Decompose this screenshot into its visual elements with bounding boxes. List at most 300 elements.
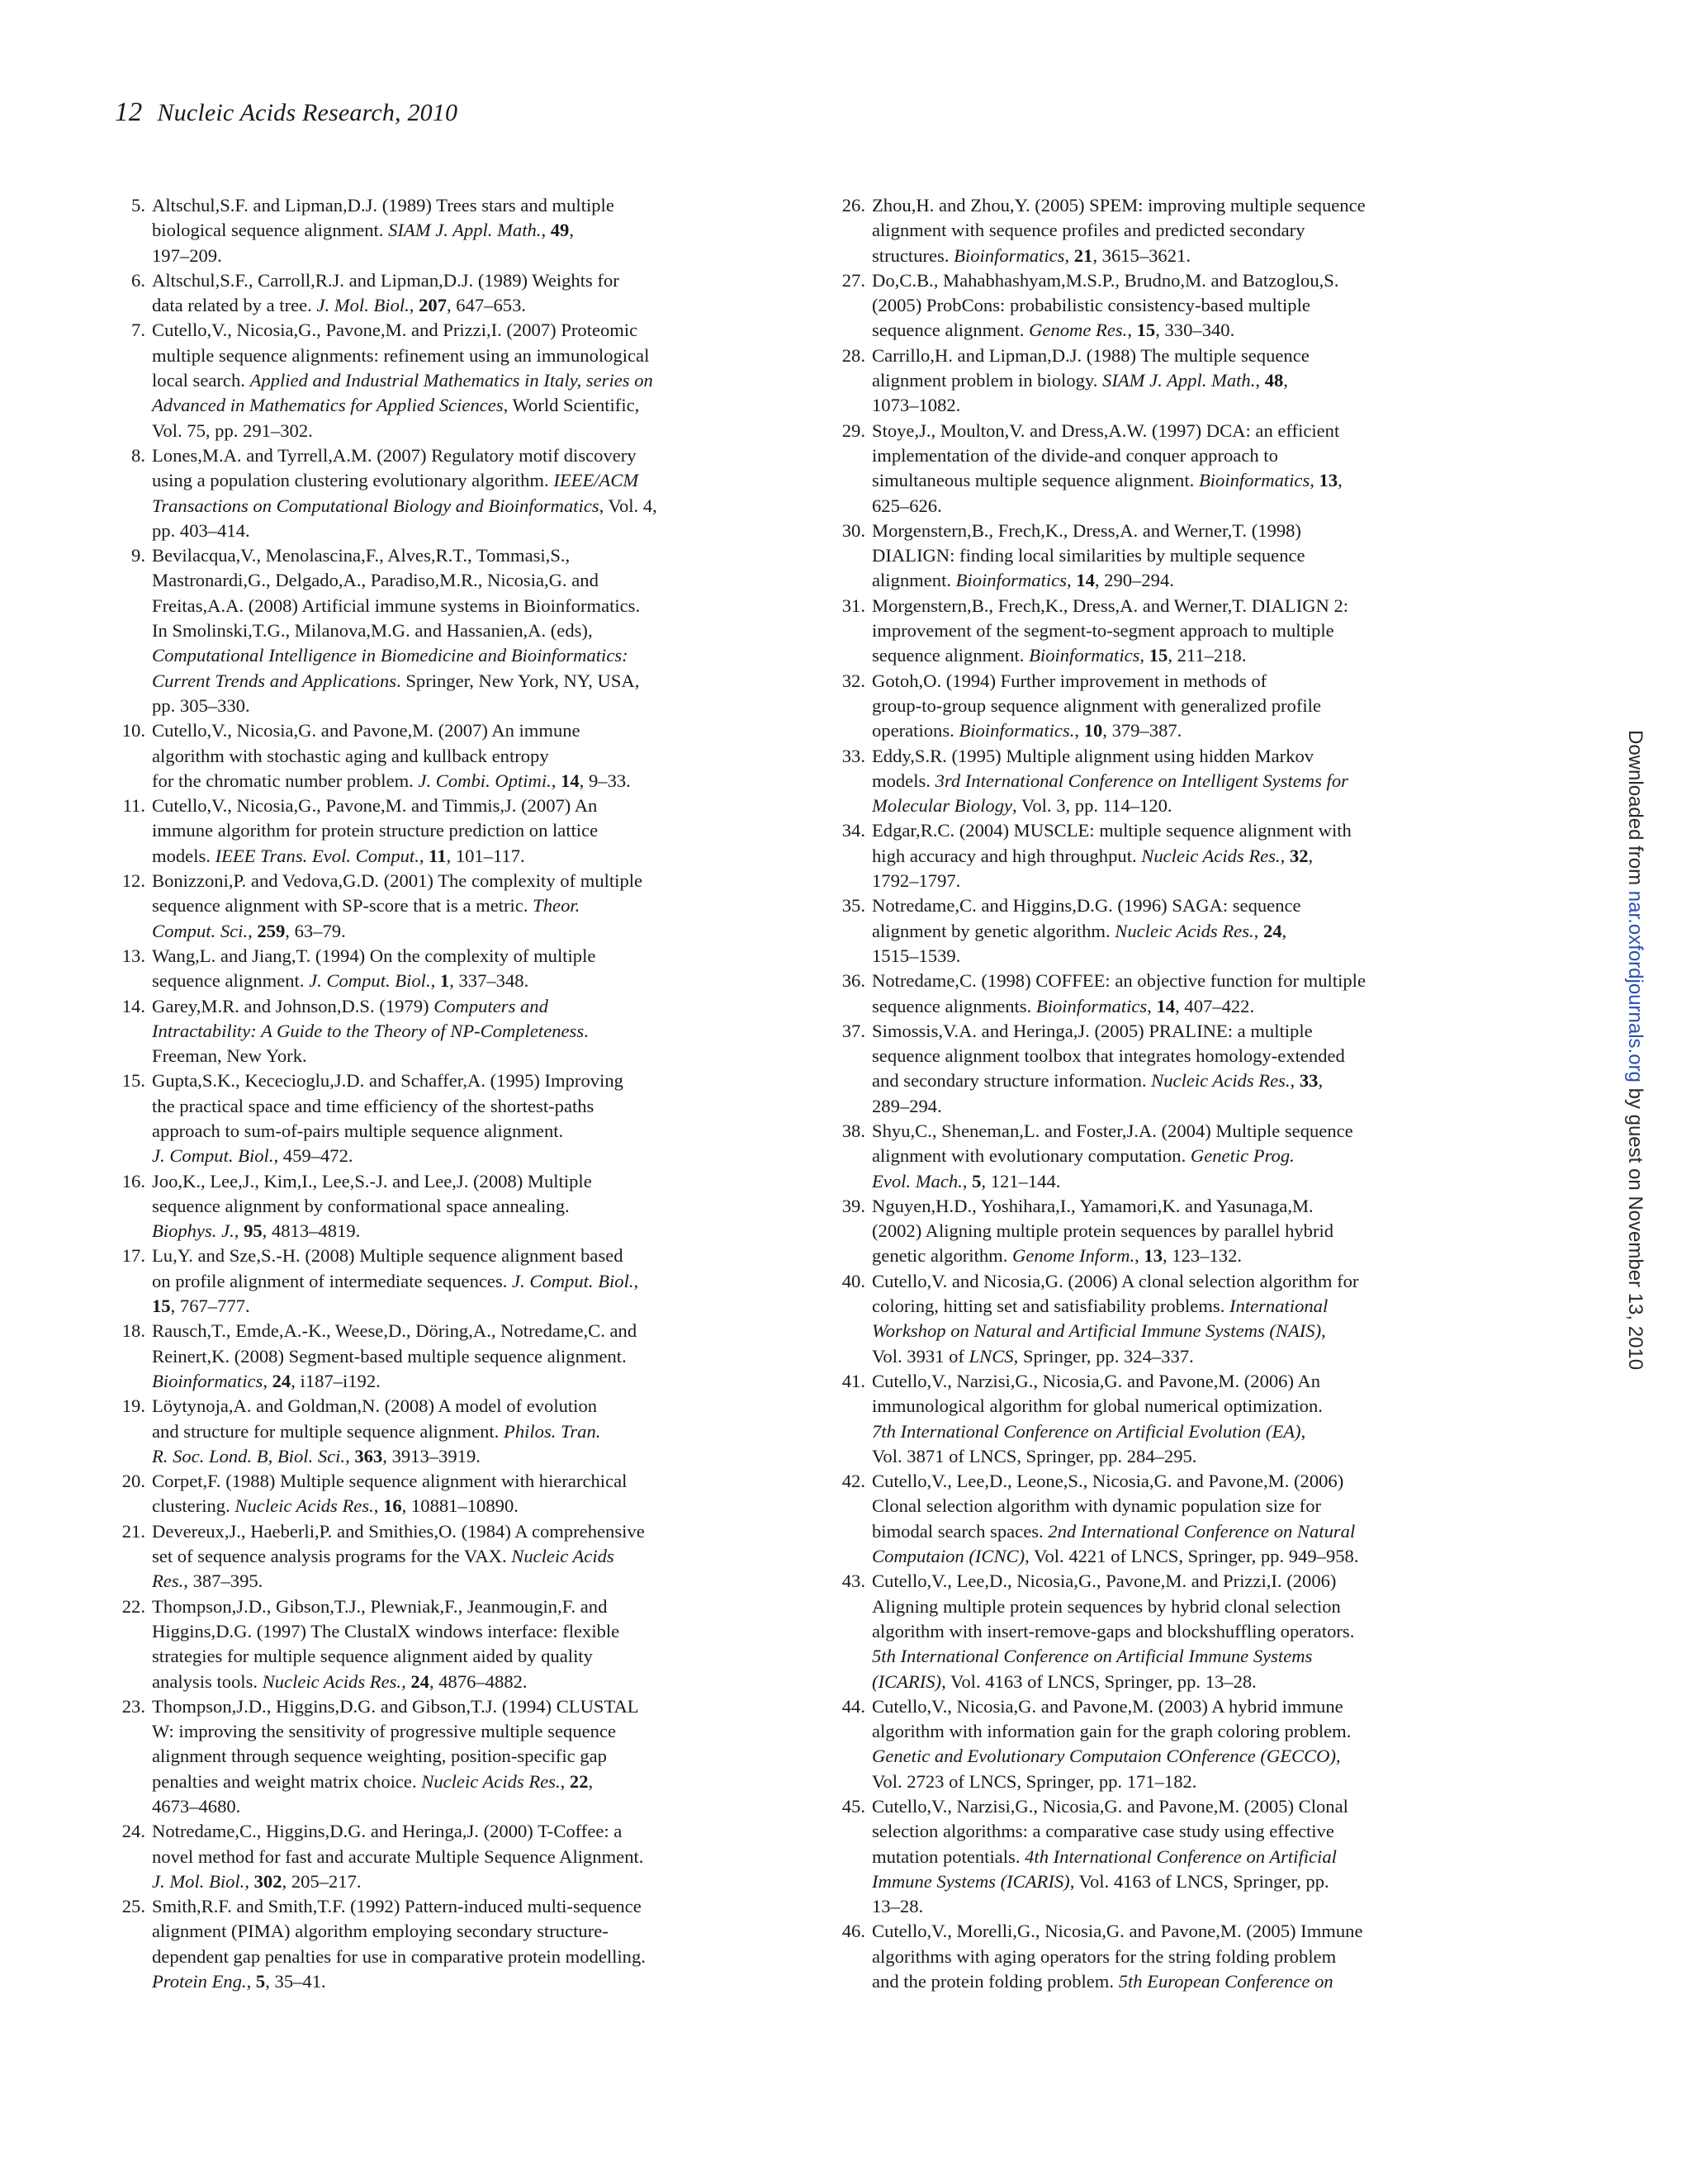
reference-text: novel method for fast and accurate Multiple Sequence Alignment. <box>152 1845 644 1867</box>
reference-text: Devereux,J., Haeberli,P. and Smithies,O. (1984) A comprehensive <box>152 1520 645 1542</box>
volume-number: 15 <box>1149 645 1168 666</box>
running-header <box>115 97 457 128</box>
reference-text: Edgar,R.C. (2004) MUSCLE: multiple sequence alignment with <box>872 820 1352 841</box>
reference-text: , 211–218. <box>1168 645 1247 666</box>
reference-line <box>872 769 1516 794</box>
reference-line <box>152 1344 796 1369</box>
reference-text: Garey,M.R. and Johnson,D.S. (1979) <box>152 995 434 1016</box>
reference-item <box>119 1319 796 1394</box>
reference-text: the practical space and time efficiency of the shortest-paths <box>152 1095 594 1116</box>
reference-text: sequence alignment toolbox that integrates homology-extended <box>872 1045 1345 1067</box>
reference-line <box>152 1670 796 1694</box>
reference-text: Morgenstern,B., Frech,K., Dress,A. and Werner,T. (1998) <box>872 519 1301 541</box>
reference-item <box>119 994 796 1069</box>
reference-text: , <box>263 1370 272 1391</box>
reference-text: multiple sequence alignments: refinement using an immunological <box>152 344 650 366</box>
reference-text: , World Scientific, <box>503 395 640 416</box>
reference-line <box>872 643 1516 668</box>
reference-text: on profile alignment of intermediate sequences. <box>152 1270 513 1291</box>
reference-text: 1515–1539. <box>872 945 961 966</box>
reference-number: 16. <box>121 1170 145 1191</box>
reference-item <box>839 268 1516 343</box>
reference-item <box>839 744 1516 819</box>
reference-text: Cutello,V., Nicosia,G., Pavone,M. and Prizzi,I. (2007) Proteomic <box>152 320 638 341</box>
italic-text: Nucleic Acids Res. <box>421 1770 561 1792</box>
reference-line <box>872 343 1516 368</box>
reference-text: pp. 403–414. <box>152 519 250 541</box>
italic-text: Nucleic Acids Res. <box>1115 920 1254 941</box>
reference-item <box>119 718 796 794</box>
reference-text: , <box>401 1670 411 1692</box>
reference-line <box>152 1869 796 1894</box>
reference-line <box>152 343 796 368</box>
reference-text: and structure for multiple sequence alignment. <box>152 1420 504 1442</box>
reference-number: 6. <box>131 269 145 291</box>
reference-line <box>872 1469 1516 1494</box>
reference-text: , <box>1127 320 1137 341</box>
reference-item <box>119 1519 796 1594</box>
reference-number: 7. <box>131 320 145 341</box>
reference-text: sequence alignment. <box>152 970 310 992</box>
reference-text: operations. <box>872 720 959 741</box>
italic-text: SIAM J. Appl. Math. <box>388 220 542 241</box>
volume-number: 10 <box>1083 720 1103 741</box>
reference-line <box>152 1894 796 1919</box>
reference-number: 45. <box>841 1796 865 1817</box>
reference-text: alignment. <box>872 570 956 591</box>
reference-text: Bonizzoni,P. and Vedova,G.D. (2001) The complexity of multiple <box>152 870 643 892</box>
volume-number: 32 <box>1289 845 1309 866</box>
reference-line <box>872 669 1516 694</box>
reference-text: , <box>1338 470 1343 491</box>
italic-text: Res. <box>152 1570 184 1592</box>
reference-line <box>872 1068 1516 1093</box>
reference-line <box>152 244 796 268</box>
reference-text: (2002) Aligning multiple protein sequences by parallel hybrid <box>872 1220 1334 1242</box>
italic-text: (ICARIS) <box>872 1670 942 1692</box>
italic-text: Bioinformatics. <box>959 720 1075 741</box>
italic-text: 2nd International Conference on Natural <box>1048 1520 1356 1542</box>
reference-text: In Smolinski,T.G., Milanova,M.G. and Hassanien,A. (eds), <box>152 620 593 642</box>
reference-text: Vol. 2723 of LNCS, Springer, pp. 171–182. <box>872 1770 1197 1792</box>
reference-line <box>872 1694 1516 1719</box>
italic-text: J. Combi. Optimi. <box>418 770 552 791</box>
reference-text: Joo,K., Lee,J., Kim,I., Lee,S.-J. and Lee,J. (2008) Multiple <box>152 1170 592 1191</box>
reference-text: selection algorithms: a comparative case study using effective <box>872 1821 1334 1842</box>
reference-text: models. <box>872 770 935 791</box>
reference-text: Carrillo,H. and Lipman,D.J. (1988) The multiple sequence <box>872 344 1310 366</box>
reference-number: 18. <box>121 1320 145 1342</box>
reference-line <box>872 1244 1516 1268</box>
reference-number: 46. <box>841 1921 865 1942</box>
reference-number: 41. <box>841 1370 865 1391</box>
reference-text: , Vol. 4163 of LNCS, Springer, pp. <box>1069 1870 1329 1892</box>
italic-text: IEEE/ACM <box>553 470 639 491</box>
page-number: 12 <box>115 97 143 127</box>
reference-text: alignment by genetic algorithm. <box>872 920 1115 941</box>
italic-text: R. Soc. Lond. B, Biol. Sci. <box>152 1445 346 1466</box>
reference-line <box>872 193 1516 218</box>
reference-line <box>872 618 1516 643</box>
reference-text: , <box>345 1445 355 1466</box>
reference-text: , 123–132. <box>1163 1245 1243 1267</box>
reference-line <box>152 1519 796 1544</box>
italic-text: Nucleic Acids Res. <box>1151 1070 1291 1092</box>
reference-text: , <box>234 1220 244 1242</box>
reference-text: , <box>1281 920 1287 941</box>
reference-text: Lu,Y. and Sze,S.-H. (2008) Multiple sequence alignment based <box>152 1245 623 1267</box>
reference-line <box>152 1068 796 1093</box>
reference-line <box>872 1144 1516 1168</box>
reference-line <box>872 694 1516 718</box>
reference-line <box>152 1269 796 1294</box>
reference-line <box>152 1719 796 1744</box>
reference-line <box>152 1144 796 1168</box>
reference-text: , <box>409 295 419 316</box>
references-left-column <box>119 193 796 1994</box>
reference-number: 28. <box>841 344 865 366</box>
reference-text: Wang,L. and Jiang,T. (1994) On the complexity of multiple <box>152 945 596 966</box>
italic-text: Computational Intelligence in Biomedicine and Bioinformatics: <box>152 645 628 666</box>
reference-number: 11. <box>122 795 145 817</box>
italic-text: Workshop on Natural and Artificial Immune Systems (NAIS) <box>872 1320 1322 1342</box>
reference-text: data related by a tree. <box>152 295 317 316</box>
reference-line <box>872 494 1516 519</box>
reference-item <box>839 419 1516 519</box>
reference-item <box>839 1919 1516 1994</box>
reference-line <box>152 594 796 618</box>
reference-line <box>872 1344 1516 1369</box>
reference-text: Corpet,F. (1988) Multiple sequence alignment with hierarchical <box>152 1471 628 1492</box>
reference-line <box>872 944 1516 969</box>
journal-site-link[interactable]: nar.oxfordjournals.org <box>1624 890 1646 1083</box>
reference-line <box>872 519 1516 543</box>
reference-number: 17. <box>121 1245 145 1267</box>
reference-text: set of sequence analysis programs for the VAX. <box>152 1546 512 1567</box>
reference-text: , <box>551 770 561 791</box>
reference-text: Cutello,V., Lee,D., Nicosia,G., Pavone,M. and Prizzi,I. (2006) <box>872 1570 1337 1592</box>
reference-line <box>152 1544 796 1569</box>
reference-item <box>119 944 796 994</box>
reference-item <box>839 1369 1516 1469</box>
reference-number: 33. <box>841 745 865 766</box>
reference-line <box>872 1969 1516 1994</box>
reference-text: Mastronardi,G., Delgado,A., Paradiso,M.R., Nicosia,G. and <box>152 570 599 591</box>
reference-text: , <box>1308 845 1314 866</box>
reference-text: Smith,R.F. and Smith,T.F. (1992) Pattern-induced multi-sequence <box>152 1896 642 1917</box>
reference-line <box>872 1094 1516 1119</box>
italic-text: 5th International Conference on Artificial Immune Systems <box>872 1646 1313 1667</box>
reference-line <box>152 1444 796 1469</box>
italic-text: Nucleic Acids Res. <box>234 1495 374 1517</box>
reference-item <box>839 1019 1516 1119</box>
reference-text: sequence alignment. <box>872 645 1030 666</box>
reference-text: Lones,M.A. and Tyrrell,A.M. (2007) Regulatory motif discovery <box>152 444 637 466</box>
italic-text: Evol. Mach. <box>872 1170 963 1191</box>
reference-text: 197–209. <box>152 244 222 266</box>
reference-text: , Vol. 4221 of LNCS, Springer, pp. 949–958. <box>1025 1546 1359 1567</box>
reference-item <box>839 1694 1516 1794</box>
italic-text: 7th International Conference on Artificial Evolution (EA) <box>872 1420 1301 1442</box>
italic-text: Advanced in Mathematics for Applied Sciences <box>152 395 504 416</box>
reference-text: penalties and weight matrix choice. <box>152 1770 422 1792</box>
reference-item <box>839 893 1516 969</box>
reference-line <box>872 568 1516 593</box>
reference-text: , 290–294. <box>1094 570 1174 591</box>
italic-text: Molecular Biology <box>872 795 1013 817</box>
reference-text: sequence alignment by conformational space annealing. <box>152 1195 570 1216</box>
reference-text: , <box>246 1971 256 1992</box>
reference-line <box>872 869 1516 893</box>
italic-text: Protein Eng. <box>152 1971 247 1992</box>
reference-text: , 4876–4882. <box>429 1670 528 1692</box>
reference-number: 13. <box>121 945 145 966</box>
volume-number: 13 <box>1319 470 1338 491</box>
italic-text: Comput. Sci. <box>152 920 249 941</box>
reference-text: implementation of the divide-and conquer approach to <box>872 444 1278 466</box>
reference-number: 35. <box>841 895 865 917</box>
reference-text: Vol. 75, pp. 291–302. <box>152 419 313 441</box>
reference-text: high accuracy and high throughput. <box>872 845 1142 866</box>
reference-line <box>872 1519 1516 1544</box>
reference-text: , 121–144. <box>981 1170 1061 1191</box>
reference-number: 9. <box>131 545 145 566</box>
reference-line <box>872 218 1516 243</box>
reference-line <box>152 1019 796 1044</box>
italic-text: International <box>1229 1296 1329 1317</box>
reference-line <box>152 994 796 1019</box>
reference-text: mutation potentials. <box>872 1845 1025 1867</box>
reference-text: , 205–217. <box>282 1870 362 1892</box>
italic-text: J. Comput. Biol. <box>152 1145 274 1167</box>
italic-text: Bioinformatics <box>1198 470 1310 491</box>
reference-line <box>152 1394 796 1419</box>
reference-line <box>152 1319 796 1343</box>
reference-text: Reinert,K. (2008) Segment-based multiple sequence alignment. <box>152 1345 627 1367</box>
reference-item <box>119 869 796 944</box>
reference-line <box>872 268 1516 293</box>
italic-text: Genome Inform. <box>1012 1245 1135 1267</box>
reference-line <box>872 1194 1516 1219</box>
reference-item <box>119 443 796 543</box>
italic-text: J. Comput. Biol. <box>309 970 431 992</box>
reference-line <box>152 419 796 443</box>
reference-text: , Vol. 3, pp. 114–120. <box>1012 795 1172 817</box>
reference-text: , <box>1134 1245 1144 1267</box>
reference-text: immune algorithm for protein structure prediction on lattice <box>152 820 599 841</box>
reference-line <box>152 318 796 343</box>
italic-text: Transactions on Computational Biology and Bioinformatics <box>152 495 599 516</box>
reference-text: , 767–777. <box>170 1296 250 1317</box>
italic-text: Computers and <box>433 995 548 1016</box>
reference-text: . Springer, New York, NY, USA, <box>396 670 640 691</box>
reference-text: , 10881–10890. <box>401 1495 519 1517</box>
reference-number: 34. <box>841 820 865 841</box>
reference-line <box>872 393 1516 418</box>
reference-text: Vol. 3871 of LNCS, Springer, pp. 284–295. <box>872 1445 1197 1466</box>
reference-item <box>839 343 1516 419</box>
reference-text: simultaneous multiple sequence alignment. <box>872 470 1199 491</box>
reference-text: , <box>248 920 258 941</box>
reference-item <box>839 193 1516 268</box>
reference-number: 10. <box>121 720 145 741</box>
reference-text: , <box>1139 645 1149 666</box>
reference-text: , <box>1280 845 1290 866</box>
volume-number: 259 <box>257 920 286 941</box>
volume-number: 49 <box>550 220 570 241</box>
reference-line <box>872 419 1516 443</box>
reference-line <box>872 818 1516 843</box>
reference-line <box>152 1569 796 1594</box>
reference-line <box>152 218 796 243</box>
reference-text: 1792–1797. <box>872 870 961 892</box>
reference-text: immunological algorithm for global numerical optimization. <box>872 1395 1323 1417</box>
reference-text: , <box>1066 570 1077 591</box>
reference-text: genetic algorithm. <box>872 1245 1013 1267</box>
reference-line <box>872 1619 1516 1644</box>
reference-text: 4673–4680. <box>152 1796 241 1817</box>
reference-text: Freitas,A.A. (2008) Artificial immune systems in Bioinformatics. <box>152 595 641 616</box>
italic-text: Bioinformatics <box>955 570 1067 591</box>
volume-number: 207 <box>419 295 447 316</box>
reference-text: Gotoh,O. (1994) Further improvement in methods of <box>872 670 1267 691</box>
italic-text: IEEE Trans. Evol. Comput. <box>215 845 419 866</box>
reference-text: Aligning multiple protein sequences by hybrid clonal selection <box>872 1595 1341 1617</box>
italic-text: Intractability: A Guide to the Theory of NP-Completeness <box>152 1020 585 1041</box>
reference-text: Higgins,D.G. (1997) The ClustalX windows interface: flexible <box>152 1620 620 1642</box>
reference-text: Cutello,V., Nicosia,G. and Pavone,M. (2003) A hybrid immune <box>872 1695 1343 1717</box>
reference-line <box>152 1769 796 1794</box>
reference-text: , <box>569 220 574 241</box>
reference-text: Notredame,C. (1998) COFFEE: an objective function for multiple <box>872 970 1366 992</box>
reference-line <box>152 1369 796 1394</box>
reference-line <box>152 1694 796 1719</box>
italic-text: Genetic Prog. <box>1190 1145 1295 1167</box>
reference-text: Do,C.B., Mahabhashyam,M.S.P., Brudno,M. and Batzoglou,S. <box>872 269 1339 291</box>
reference-line <box>872 1769 1516 1794</box>
italic-text: J. Comput. Biol. <box>512 1270 634 1291</box>
italic-text: Nucleic Acids <box>511 1546 614 1567</box>
reference-text: Gupta,S.K., Kececioglu,J.D. and Schaffer,A. (1995) Improving <box>152 1070 623 1092</box>
reference-line <box>872 1119 1516 1144</box>
reference-line <box>872 1394 1516 1419</box>
reference-text: for the chromatic number problem. <box>152 770 419 791</box>
reference-number: 24. <box>121 1821 145 1842</box>
reference-number: 37. <box>841 1020 865 1041</box>
reference-number: 39. <box>841 1195 865 1216</box>
reference-item <box>119 1594 796 1694</box>
reference-line <box>152 694 796 718</box>
reference-number: 40. <box>841 1270 865 1291</box>
reference-text: Nguyen,H.D., Yoshihara,I., Yamamori,K. and Yasunaga,M. <box>872 1195 1314 1216</box>
reference-text: , <box>1064 244 1074 266</box>
italic-text: J. Mol. Biol. <box>152 1870 245 1892</box>
reference-line <box>872 1169 1516 1194</box>
reference-line <box>872 1719 1516 1744</box>
reference-line <box>152 1619 796 1644</box>
reference-item <box>119 1169 796 1244</box>
reference-line <box>872 1594 1516 1619</box>
italic-text: J. Mol. Biol. <box>316 295 410 316</box>
volume-number: 13 <box>1144 1245 1163 1267</box>
reference-line <box>872 1644 1516 1669</box>
reference-text: , <box>1147 995 1157 1016</box>
reference-line <box>872 994 1516 1019</box>
reference-line <box>152 1794 796 1819</box>
reference-line <box>152 1294 796 1319</box>
reference-item <box>839 1269 1516 1369</box>
volume-number: 24 <box>410 1670 429 1692</box>
reference-text: strategies for multiple sequence alignment aided by quality <box>152 1646 593 1667</box>
reference-text: Shyu,C., Sheneman,L. and Foster,J.A. (2004) Multiple sequence <box>872 1120 1353 1141</box>
reference-text: Notredame,C. and Higgins,D.G. (1996) SAGA: sequence <box>872 895 1301 917</box>
reference-line <box>872 1444 1516 1469</box>
references-right-column <box>839 193 1516 1994</box>
reference-line <box>872 1869 1516 1894</box>
reference-line <box>152 919 796 944</box>
reference-line <box>872 1794 1516 1819</box>
reference-text: , <box>1283 370 1288 391</box>
reference-item <box>839 594 1516 669</box>
reference-text: , 9–33. <box>579 770 631 791</box>
reference-item <box>119 1394 796 1469</box>
reference-text: , 35–41. <box>265 1971 326 1992</box>
reference-text: Clonal selection algorithm with dynamic population size for <box>872 1495 1322 1517</box>
italic-text: SIAM J. Appl. Math. <box>1102 370 1256 391</box>
reference-line <box>152 1969 796 1994</box>
reference-text: biological sequence alignment. <box>152 220 389 241</box>
reference-line <box>872 468 1516 493</box>
reference-text: , 4813–4819. <box>262 1220 361 1242</box>
volume-number: 1 <box>439 970 450 992</box>
reference-number: 5. <box>131 195 145 216</box>
reference-line <box>872 1945 1516 1969</box>
volume-number: 95 <box>244 1220 263 1242</box>
reference-number: 44. <box>841 1695 865 1717</box>
reference-text: Vol. 3931 of <box>872 1345 969 1367</box>
volume-number: 15 <box>152 1296 171 1317</box>
volume-number: 15 <box>1136 320 1156 341</box>
reference-text: bimodal search spaces. <box>872 1520 1049 1542</box>
reference-text: alignment through sequence weighting, position-specific gap <box>152 1746 607 1767</box>
reference-line <box>872 443 1516 468</box>
reference-line <box>152 293 796 318</box>
reference-text: algorithm with insert-remove-gaps and blockshuffling operators. <box>872 1620 1355 1642</box>
reference-text: , 3615–3621. <box>1092 244 1191 266</box>
reference-text: W: improving the sensitivity of progressive multiple sequence <box>152 1721 617 1742</box>
reference-line <box>152 1119 796 1144</box>
reference-text: Cutello,V., Narzisi,G., Nicosia,G. and Pavone,M. (2006) An <box>872 1370 1321 1391</box>
reference-number: 42. <box>841 1471 865 1492</box>
reference-line <box>152 1494 796 1518</box>
reference-text: using a population clustering evolutionary algorithm. <box>152 470 554 491</box>
reference-line <box>152 519 796 543</box>
reference-text: Simossis,V.A. and Heringa,J. (2005) PRALINE: a multiple <box>872 1020 1313 1041</box>
reference-text: Morgenstern,B., Frech,K., Dress,A. and Werner,T. DIALIGN 2: <box>872 595 1349 616</box>
reference-line <box>152 869 796 893</box>
italic-text: Bioinformatics <box>1029 645 1140 666</box>
reference-item <box>839 669 1516 744</box>
reference-line <box>872 1819 1516 1844</box>
reference-text: , 3913–3919. <box>382 1445 481 1466</box>
volume-number: 22 <box>569 1770 589 1792</box>
italic-text: Theor. <box>533 895 580 917</box>
reference-text: (2005) ProbCons: probabilistic consistency-based multiple <box>872 295 1310 316</box>
reference-line <box>152 1919 796 1944</box>
reference-line <box>152 468 796 493</box>
reference-text: improvement of the segment-to-segment approach to multiple <box>872 620 1334 642</box>
volume-number: 16 <box>383 1495 402 1517</box>
